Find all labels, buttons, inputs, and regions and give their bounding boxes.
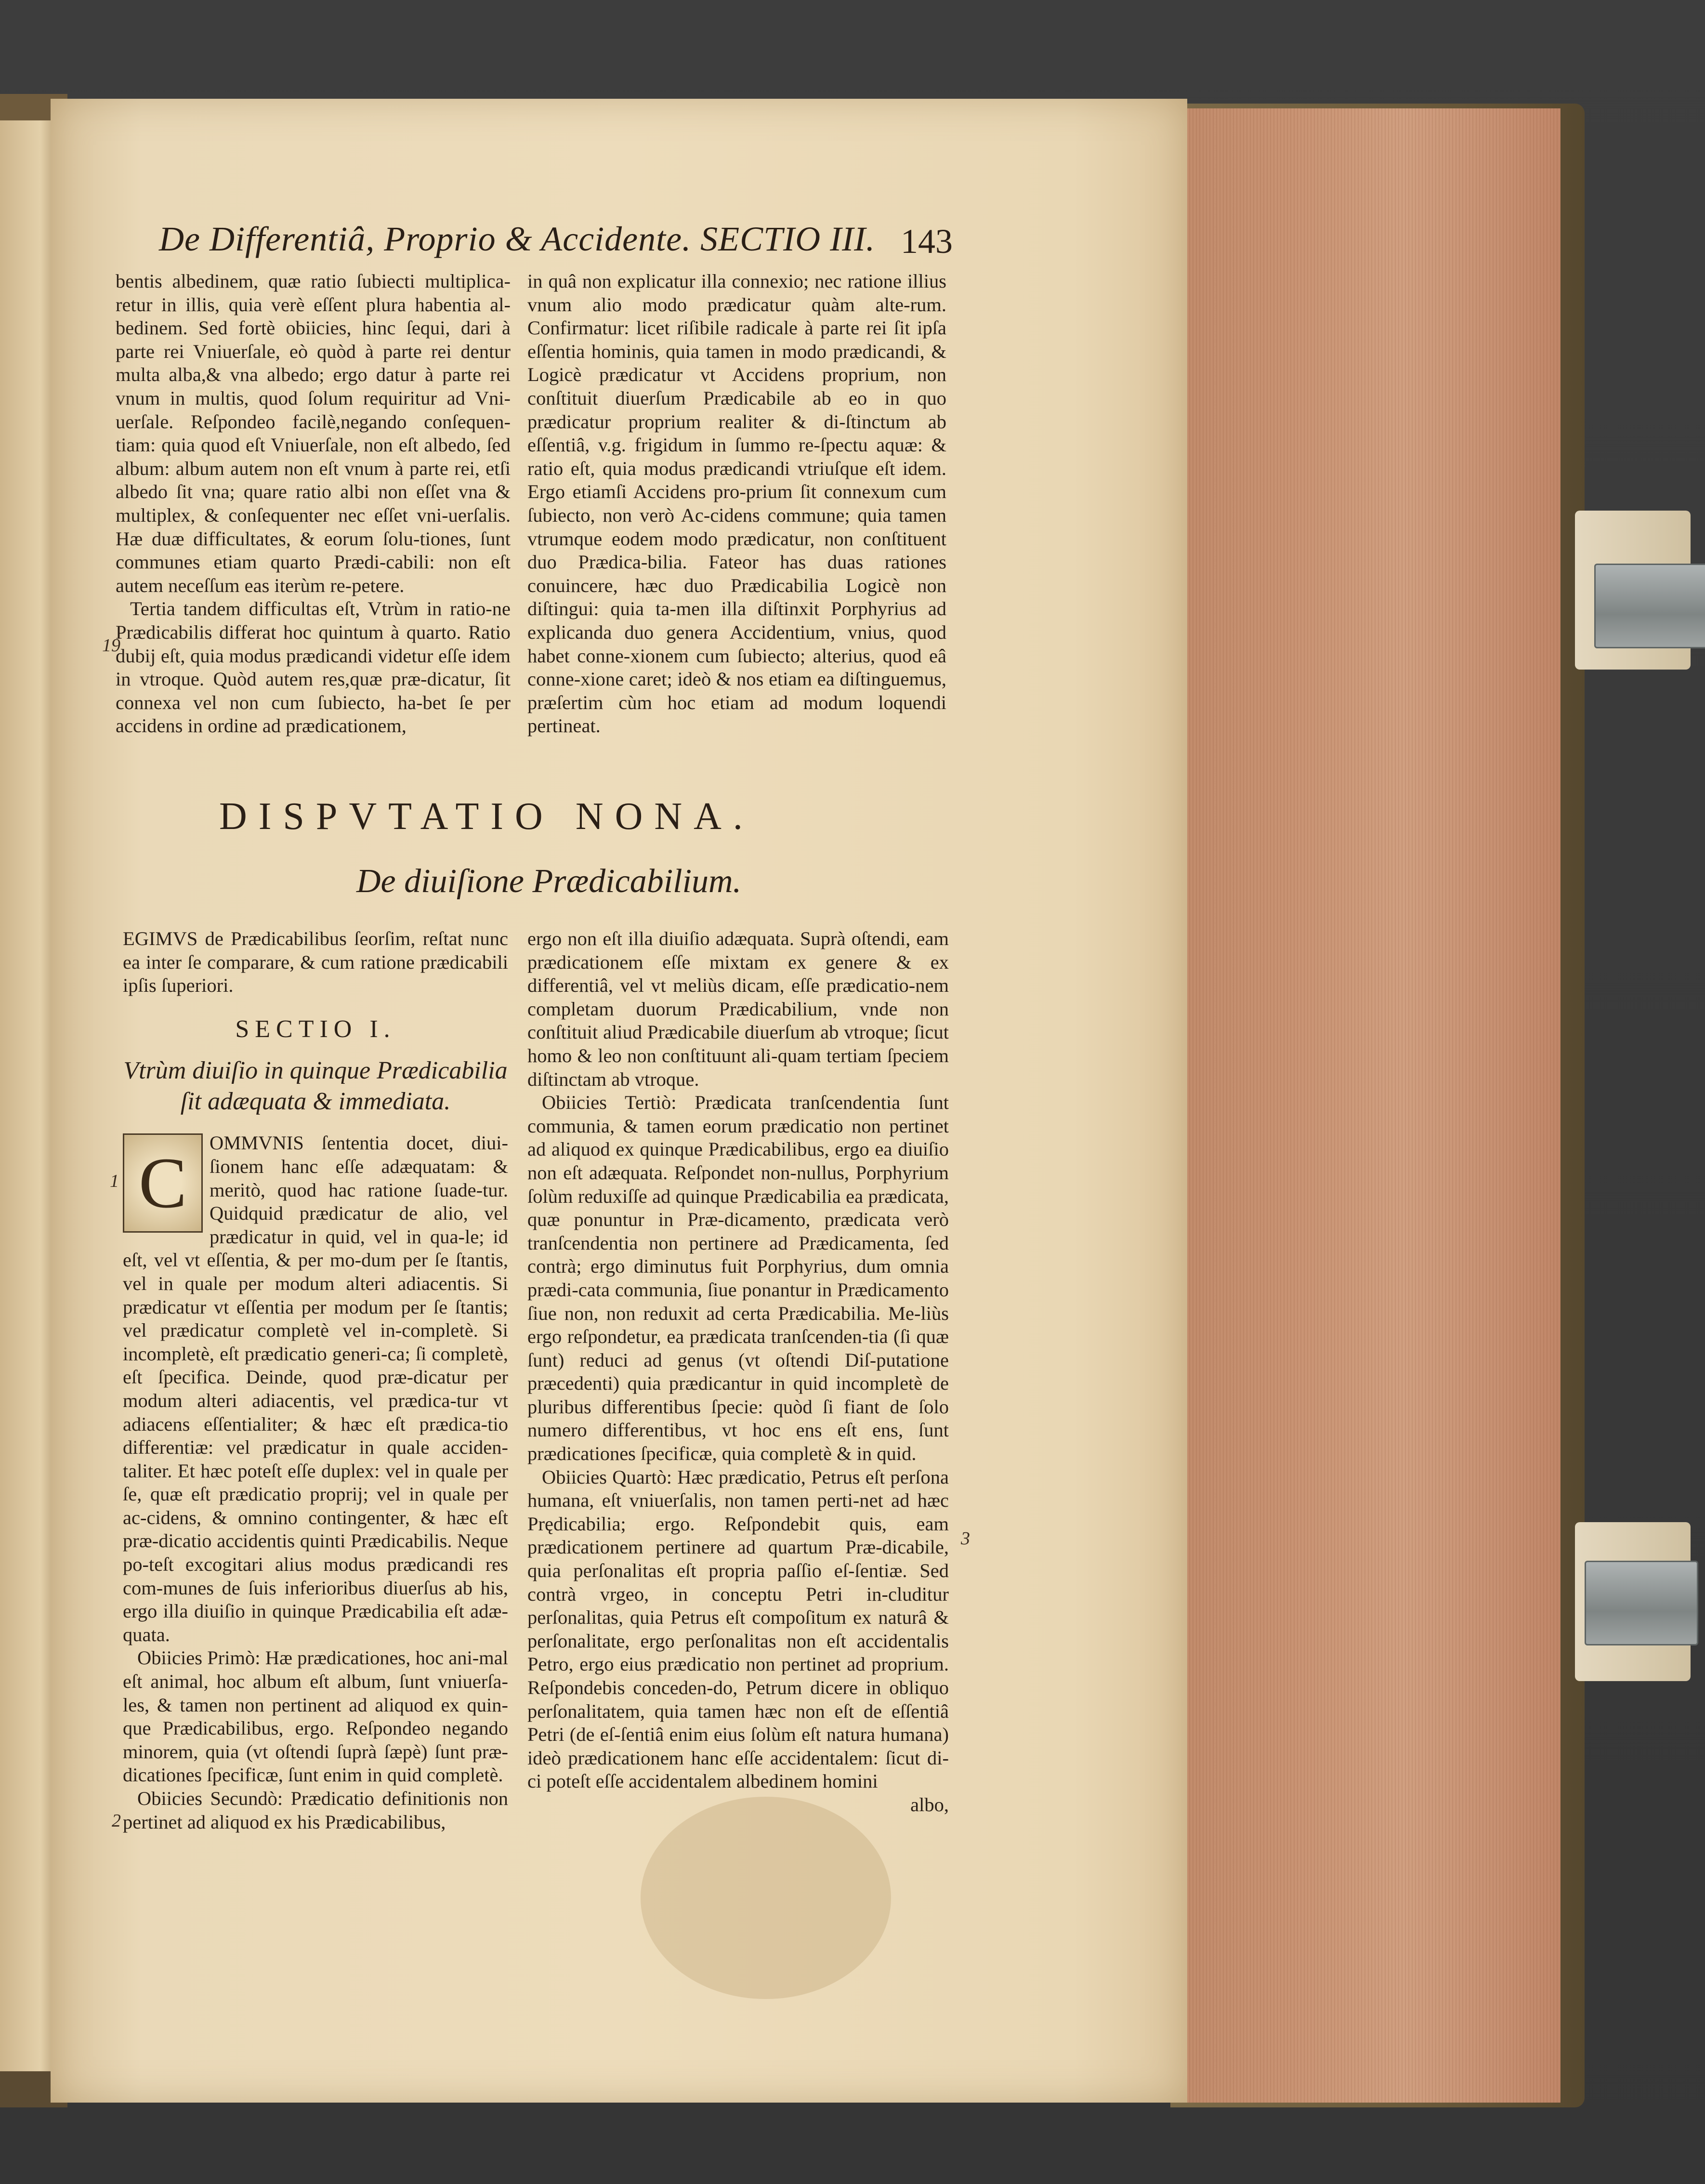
catchword: albo, bbox=[910, 1793, 949, 1816]
paragraph: ergo non eſt illa diuiſio adæquata. Suprà oſtendi, eam prædicationem eſſe mixtam ex genere & ex differentiâ, vel vt meliùs dicam, eſſe prædicatio-nem completam duorum Prædicabilium, vnde non conſtituit aliud Prædicabile diuerſum ab vtroque; ſicut homo & leo non conſtituunt ali-quam tertiam ſpeciem diſtinctam ab vtroque. bbox=[527, 928, 949, 1090]
paragraph: Obiicies Secundò: Prædicatio definitionis non pertinet ad aliquod ex his Prædicabilibus, bbox=[123, 1788, 508, 1833]
paragraph: Tertia tandem difficultas eſt, Vtrùm in ratio-ne Prædicabilis differat hoc quintum à quarto. Ratio dubij eſt, quia modus prædicandi videtur eſſe idem in vtroque. Quòd autem res,quæ præ-dicatur, ſit connexa vel non cum ſubiecto, ha-bet ſe per accidens in ordine ad prædicationem, bbox=[116, 598, 511, 737]
margin-number: 19 bbox=[102, 635, 120, 656]
fore-edge-pages bbox=[1166, 108, 1561, 2103]
paragraph: Obiicies Tertiò: Prædicata tranſcendentia ſunt communia, & tamen eorum prædicatio non pertinet ad aliquod ex quinque Prædicabilibus, ergo ea diuiſio non eſt adæquata. Reſpondet non-nullus, Porphyrium ſolùm reduxiſſe ad quinque Prædicabilia ea prædicata, quæ ponuntur in Præ-dicamento, prædicata verò tranſcendentia non pertinere ad Prædicamenta, ſed contrà; ergo diminutus fuit Porphyrius, dum omnia prædi-cata communia, ſiue ponantur in Prædicamento ſiue non, non reduxit ad certa Prædicabilia. Me-liùs ergo reſpondetur, ea prædicata tranſcenden-tia (ſi quæ ſunt) reduci ad genus (vt oſtendi Diſ-putatione præcedenti) quia prædicantur in quid incompletè de pluribus differentibus ſpecie: quòd ſi fiant de ſolo numero differentibus, vt hoc ens eſt ens, ſunt prædicationes ſpecificæ, quia completè & in quid. bbox=[527, 1092, 949, 1465]
disputatio-subtitle: De diuiſione Prædicabilium. bbox=[356, 863, 742, 900]
paragraph: OMMVNIS ſententia docet, diui-ſionem hanc eſſe adæquatam: & meritò, quod hac ratione ſuade-tur. Quidquid prædicatur de alio, vel prædicatur in quid, vel in qua-le; id eſt, vel vt eſſentia, & per mo-dum per ſe ſtantis, vel in quale per modum alteri adiacentis. Si prædicatur vt eſſentia per modum per ſe ſtantis; vel prædicatur completè vel in-completè. Si incompletè, eſt prædicatio generi-ca; ſi completè, eſt ſpecifica. Deinde, quod præ-dicatur per modum alteri adiacentis, vel prædica-tur vt adiacens eſſentialiter; & hæc eſt prædica-tio differentiæ: vel prædicatur in quale acciden-taliter. Et hæc poteſt eſſe duplex: vel in quale per ſe, quæ eſt prædicatio proprij; vel in quale per ac-cidens, & omnino contingenter, & hæc eſt præ-dicatio accidentis quinti Prædicabilis. Neque po-teſt excogitari alius modus prædicandi res com-munes de ſuis inferioribus diuerſus ab his, ergo illa diuiſio in quinque Prædicabilia eſt adæ-quata. bbox=[123, 1132, 508, 1645]
paragraph: Obiicies Quartò: Hæc prædicatio, Petrus eſt perſona humana, eſt vniuerſalis, non tamen perti-net ad hæc Prędicabilia; ergo. Reſpondebit quis, eam prædicationem pertinere ad quartum Præ-dicabile, quia perſonalitas eſt propria paſſio eſ-ſentiæ. Sed contrà vrgeo, in conceptu Petri in-cluditur perſonalitas, quia Petrus eſt compoſitum ex naturâ & perſonalitate, ergo perſonalitas non eſt accidentalis Petro, ergo eius prædicatio non pertinet ad proprium. Reſpondebis conceden-do, Petrum dicere in obliquo perſonalitatem, quia tamen hæc non eſt de eſſentiâ Petri (de eſ-ſentiâ enim eius ſolùm eſt natura humana) ideò prædicationem hanc eſſe accidentalem: ſicut di-ci poteſt eſſe accidentalem albedinem homini bbox=[527, 1466, 949, 1792]
column-4 bbox=[527, 927, 949, 1817]
running-title: De Differentiâ, Proprio & Accidente. SECTIO III. bbox=[159, 220, 876, 258]
lower-clasp-metal bbox=[1585, 1561, 1698, 1645]
margin-number: 2 bbox=[112, 1811, 121, 1831]
paragraph: Obiicies Primò: Hæ prædicationes, hoc ani-mal eſt animal, hoc album eſt album, ſunt vniuerſa-les, & tamen non pertinent ad aliquod ex quin-que Prædicabilibus, ergo. Reſpondeo negando minorem, quia (vt oſtendi ſuprà ſæpè) ſunt præ-dicationes ſpecificæ, ſunt enim in quid completè. bbox=[123, 1647, 508, 1786]
column-3 bbox=[123, 927, 508, 1834]
page-stain bbox=[641, 1797, 891, 1999]
page-number: 143 bbox=[901, 222, 953, 261]
upper-clasp-metal bbox=[1594, 564, 1705, 648]
paragraph: bentis albedinem, quæ ratio ſubiecti multiplica-retur in illis, quia verè eſſent plura habentia al-bedinem. Sed fortè obiicies, hinc ſequi, dari à parte rei Vniuerſale, eò quòd à parte rei dentur multa alba,& vna albedo; ergo datur à parte rei vnum in multis, quod ſolum requiritur ad Vni-uerſale. Reſpondeo facilè,negando conſequen-tiam: quia quod eſt Vniuerſale, non eſt albedo, ſed album: album autem non eſt vnum à parte rei, etſi albedo ſit vna; quare ratio albi non eſſet vna & multiplex, & conſequenter nec eſſet vni-uerſalis. Hæ duæ difficultates, & eorum ſolu-tiones, ſunt communes etiam quarto Prædi-cabili: non eſt autem neceſſum eas iterùm re-petere. bbox=[116, 270, 511, 596]
disputatio-title: DISPVTATIO NONA. bbox=[219, 795, 754, 838]
section-heading: SECTIO I. bbox=[235, 1015, 396, 1043]
margin-number: 1 bbox=[110, 1171, 119, 1191]
margin-number: 3 bbox=[961, 1528, 970, 1549]
column-1 bbox=[116, 270, 511, 738]
intro-paragraph: EGIMVS de Prædicabilibus ſeorſim, reſtat nunc ea inter ſe comparare, & cum ratione prædicabili ipſis ſuperiori. bbox=[123, 928, 508, 997]
column-2 bbox=[527, 270, 946, 738]
section-question: Vtrùm diuiſio in quinque Prædicabilia ſit adæquata & immediata. bbox=[123, 1057, 508, 1116]
decorated-initial: C bbox=[123, 1133, 203, 1233]
paragraph: in quâ non explicatur illa connexio; nec ratione illius vnum alio modo prædicatur quàm alte-rum. Confirmatur: licet riſibile radicale à parte rei ſit ipſa eſſentia hominis, quia tamen in modo prædicandi, & Logicè prædicatur vt Accidens proprium, non conſtituit diuerſum Prædicabile ab eo in quo prædicatur proprium realiter & di-ſtinctum ab eſſentiâ, v.g. frigidum in ſummo re-ſpectu aquæ: & ratio eſt, quia modus prædicandi vtriuſque eſt idem. Ergo etiamſi Accidens pro-prium ſit connexum cum ſubiecto, non verò Ac-cidens commune; quia tamen vtrumque eodem modo prædicatur, non conſtituent duo Prædica-bilia. Fateor has duas rationes conuincere, hæc duo Prædicabilia Logicè non diſtingui: quia ta-men illa diſtinxit Porphyrius ad explicanda duo genera Accidentium, vnius, quod habet conne-xionem cum ſubiecto; alterius, quod eâ conne-xione caret; ideò & nos etiam ea diſtinguemus, præſertim cùm hoc etiam ad modum loquendi pertineat. bbox=[527, 270, 946, 737]
